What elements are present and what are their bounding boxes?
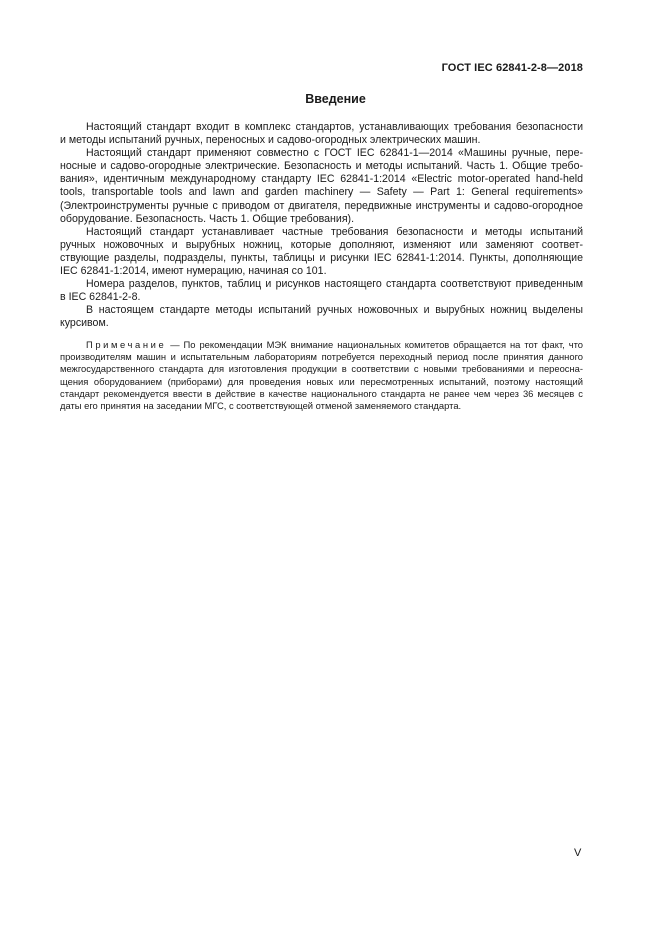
note-line: щения оборудованием (приборами) для проведения новых или пересмотренных испытаний, поэтому настоящий bbox=[60, 375, 583, 387]
text-line: в IEC 62841-2-8. bbox=[60, 291, 141, 304]
note-block bbox=[60, 339, 583, 412]
text-line: Номера разделов, пунктов, таблиц и рисунков настоящего стандарта соответствуют приведенным bbox=[86, 278, 583, 291]
note-line: даты его принятия на заседании МГС, с соответствующей отменой заменяемого стандарта. bbox=[60, 400, 462, 412]
document-header-id: ГОСТ IEC 62841-2-8—2018 bbox=[441, 62, 583, 74]
section-title: Введение bbox=[305, 92, 366, 106]
paragraph-3 bbox=[60, 226, 583, 278]
text-line: носные и садово-огородные электрические. Безопасность и методы испытаний. Часть 1. Общие требо- bbox=[60, 160, 583, 173]
text-line: (Электроинструменты ручные с приводом от двигателя, передвижные инструменты и садово-огородное bbox=[60, 199, 583, 212]
text-line: IEC 62841-1:2014, имеют нумерацию, начиная со 101. bbox=[60, 265, 327, 278]
text-line: оборудование. Безопасность. Часть 1. Общие требования). bbox=[60, 212, 355, 225]
note-line: межгосударственного стандарта для изготовления продукции в соответствии с новыми требованиями и переосна- bbox=[60, 363, 583, 375]
text-line: Настоящий стандарт входит в комплекс стандартов, устанавливающих требования безопасности bbox=[86, 121, 583, 133]
text-line: tools, transportable tools and lawn and garden machinery — Safety — Part 1: General requirements» bbox=[60, 186, 583, 199]
text-line: В настоящем стандарте методы испытаний ручных ножовочных и вырубных ножниц выделены bbox=[86, 304, 583, 317]
note-line: производителям машин и испытательным лабораториям потребуется переходный период после принятия данного bbox=[60, 351, 583, 363]
note-line: стандарт рекомендуется ввести в действие в качестве национального стандарта не ранее чем через 36 месяцев с bbox=[60, 387, 583, 399]
text-line: вания», идентичным международному стандарту IEC 62841-1:2014 «Electric motor-operated hand-held bbox=[60, 173, 583, 186]
text-line: Настоящий стандарт устанавливает частные требования безопасности и методы испытаний bbox=[86, 225, 583, 238]
page-number: V bbox=[574, 847, 582, 859]
paragraph-4 bbox=[60, 278, 583, 304]
note-first-line bbox=[60, 339, 583, 351]
text-line: и методы испытаний ручных, переносных и садово-огородных электрических машин. bbox=[60, 134, 481, 147]
text-line: курсивом. bbox=[60, 317, 109, 330]
text-line: ручных ножовочных и вырубных ножниц, которые дополняют, изменяют или заменяют соответ- bbox=[60, 238, 583, 251]
note-text: По рекомендации МЭК внимание национальных комитетов обращается на тот факт, что bbox=[183, 339, 583, 350]
paragraph-1 bbox=[60, 121, 583, 147]
introduction-body bbox=[60, 121, 583, 331]
note-label: Примечание bbox=[86, 339, 167, 350]
text-line: ствующие разделы, подразделы, пункты, таблицы и рисунки IEC 62841-1:2014. Пункты, дополняющие bbox=[60, 251, 583, 264]
paragraph-5 bbox=[60, 304, 583, 330]
note-dash: — bbox=[166, 339, 184, 350]
text-line: Настоящий стандарт применяют совместно с ГОСТ IEC 62841-1—2014 «Машины ручные, пере- bbox=[86, 147, 583, 160]
paragraph-2 bbox=[60, 147, 583, 226]
